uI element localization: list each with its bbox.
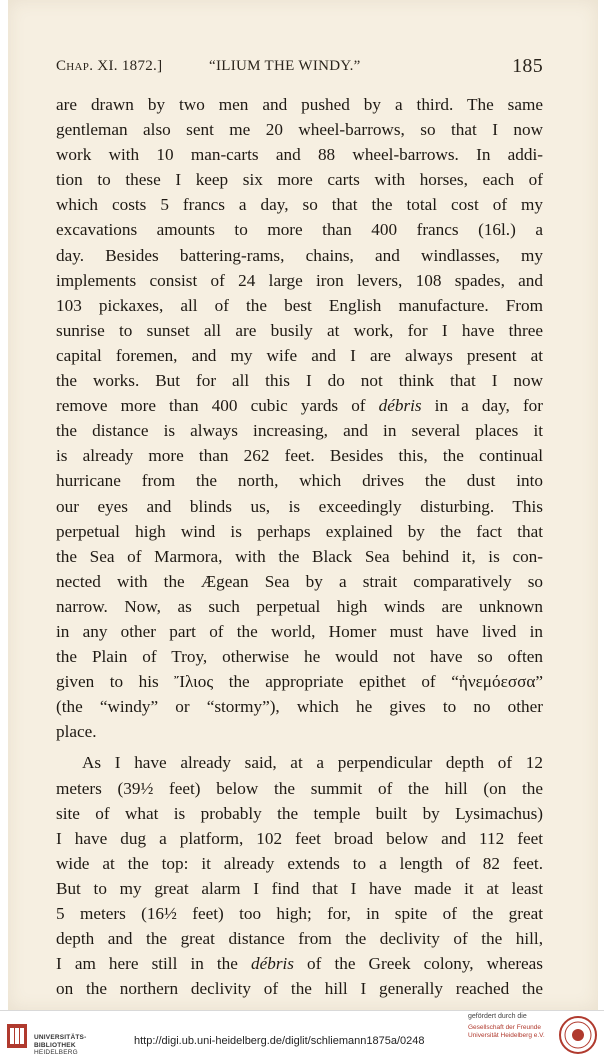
text-line: (the “windy” or “stormy”), which he gives to no other	[56, 697, 543, 717]
sponsor-note	[468, 1013, 560, 1040]
digitization-footer	[0, 1010, 604, 1057]
text-line: on the northern declivity of the hill I generally reached the	[56, 979, 543, 999]
text-line: the works. But for all this I do not think that I now	[56, 371, 543, 391]
library-name	[34, 1034, 86, 1057]
text-line: wide at the top: it already extends to a length of 82 feet.	[56, 853, 543, 873]
running-header	[56, 55, 543, 84]
text-line: the distance is always increasing, and in several places it	[56, 421, 543, 441]
text-line: nected with the Ægean Sea by a strait comparatively so	[56, 571, 543, 591]
text-line: I am here still in the débris of the Greek colony, whereas	[56, 954, 543, 974]
library-name-line: UNIVERSITÄTS-	[34, 1034, 87, 1041]
body-text	[56, 92, 543, 1001]
text-line: meters (39½ feet) below the summit of the hill (on the	[56, 778, 543, 798]
text-line: are drawn by two men and pushed by a third. The same	[56, 95, 543, 114]
library-logo[interactable]	[6, 1019, 124, 1056]
text-line: tion to these I keep six more carts with horses, each of	[56, 170, 543, 190]
text-line: As I have already said, at a perpendicular depth of 12	[82, 753, 543, 773]
text-line: is already more than 262 feet. Besides this, the continual	[56, 446, 543, 466]
text-line: capital foremen, and my wife and I are always present at	[56, 345, 543, 365]
text-line: remove more than 400 cubic yards of débris in a day, for	[56, 396, 543, 416]
text-line: I have dug a platform, 102 feet broad below and 112 feet	[56, 828, 543, 848]
text-line: perpetual high wind is perhaps explained by the fact that	[56, 521, 543, 541]
text-line: day. Besides battering-rams, chains, and windlasses, my	[56, 245, 543, 265]
text-line: work with 10 man-carts and 88 wheel-barrows. In addi-	[56, 145, 543, 165]
text-line: excavations amounts to more than 400 francs (16l.) a	[56, 220, 543, 240]
running-title: “ILIUM THE WINDY.”	[209, 58, 361, 74]
text-line: the Plain of Troy, otherwise he would not have so often	[56, 647, 543, 667]
library-name-line: BIBLIOTHEK	[34, 1041, 76, 1049]
book-page	[8, 0, 598, 1010]
text-line: place.	[56, 722, 97, 742]
text-line: sunrise to sunset all are busily at work, for I have three	[56, 320, 543, 340]
text-line: which costs 5 francs a day, so that the total cost of my	[56, 195, 543, 215]
page-number: 185	[512, 55, 543, 77]
chapter-label: Chap. XI. 1872.]	[56, 58, 163, 74]
text-line: the Sea of Marmora, with the Black Sea behind it, is con-	[56, 546, 543, 566]
text-line: hurricane from the north, which drives the dust into	[56, 471, 543, 491]
text-line: narrow. Now, as such perpetual high winds are unknown	[56, 596, 543, 616]
text-line: 5 meters (16½ feet) too high; for, in spite of the great	[56, 904, 543, 923]
sponsor-name: Universität Heidelberg e.V.	[468, 1032, 545, 1039]
permalink-url[interactable]: http://digi.ub.uni-heidelberg.de/diglit/schliemann1875a/0248	[134, 1035, 425, 1047]
text-line: 103 pickaxes, all of the best English manufacture. From	[56, 295, 543, 315]
sponsor-name: Gesellschaft der Freunde	[468, 1024, 541, 1031]
text-line: site of what is probably the temple built by Lysimachus)	[56, 803, 543, 823]
text-line: given to his Ἴλιος the appropriate epithet of “ἠνεμόεσσα”	[56, 672, 543, 692]
library-name-line: HEIDELBERG	[34, 1049, 78, 1056]
text-line: in any other part of the world, Homer must have lived in	[56, 621, 543, 641]
sponsor-intro: gefördert durch die	[468, 1013, 527, 1020]
library-emblem-icon	[6, 1021, 28, 1051]
text-line: our eyes and blinds us, is exceedingly disturbing. This	[56, 496, 543, 516]
text-line: gentleman also sent me 20 wheel-barrows, so that I now	[56, 120, 543, 140]
text-line: But to my great alarm I find that I have made it at least	[56, 878, 543, 898]
university-seal-icon	[558, 1015, 598, 1055]
text-line: implements consist of 24 large iron levers, 108 spades, and	[56, 270, 543, 290]
text-line: depth and the great distance from the declivity of the hill,	[56, 929, 543, 949]
